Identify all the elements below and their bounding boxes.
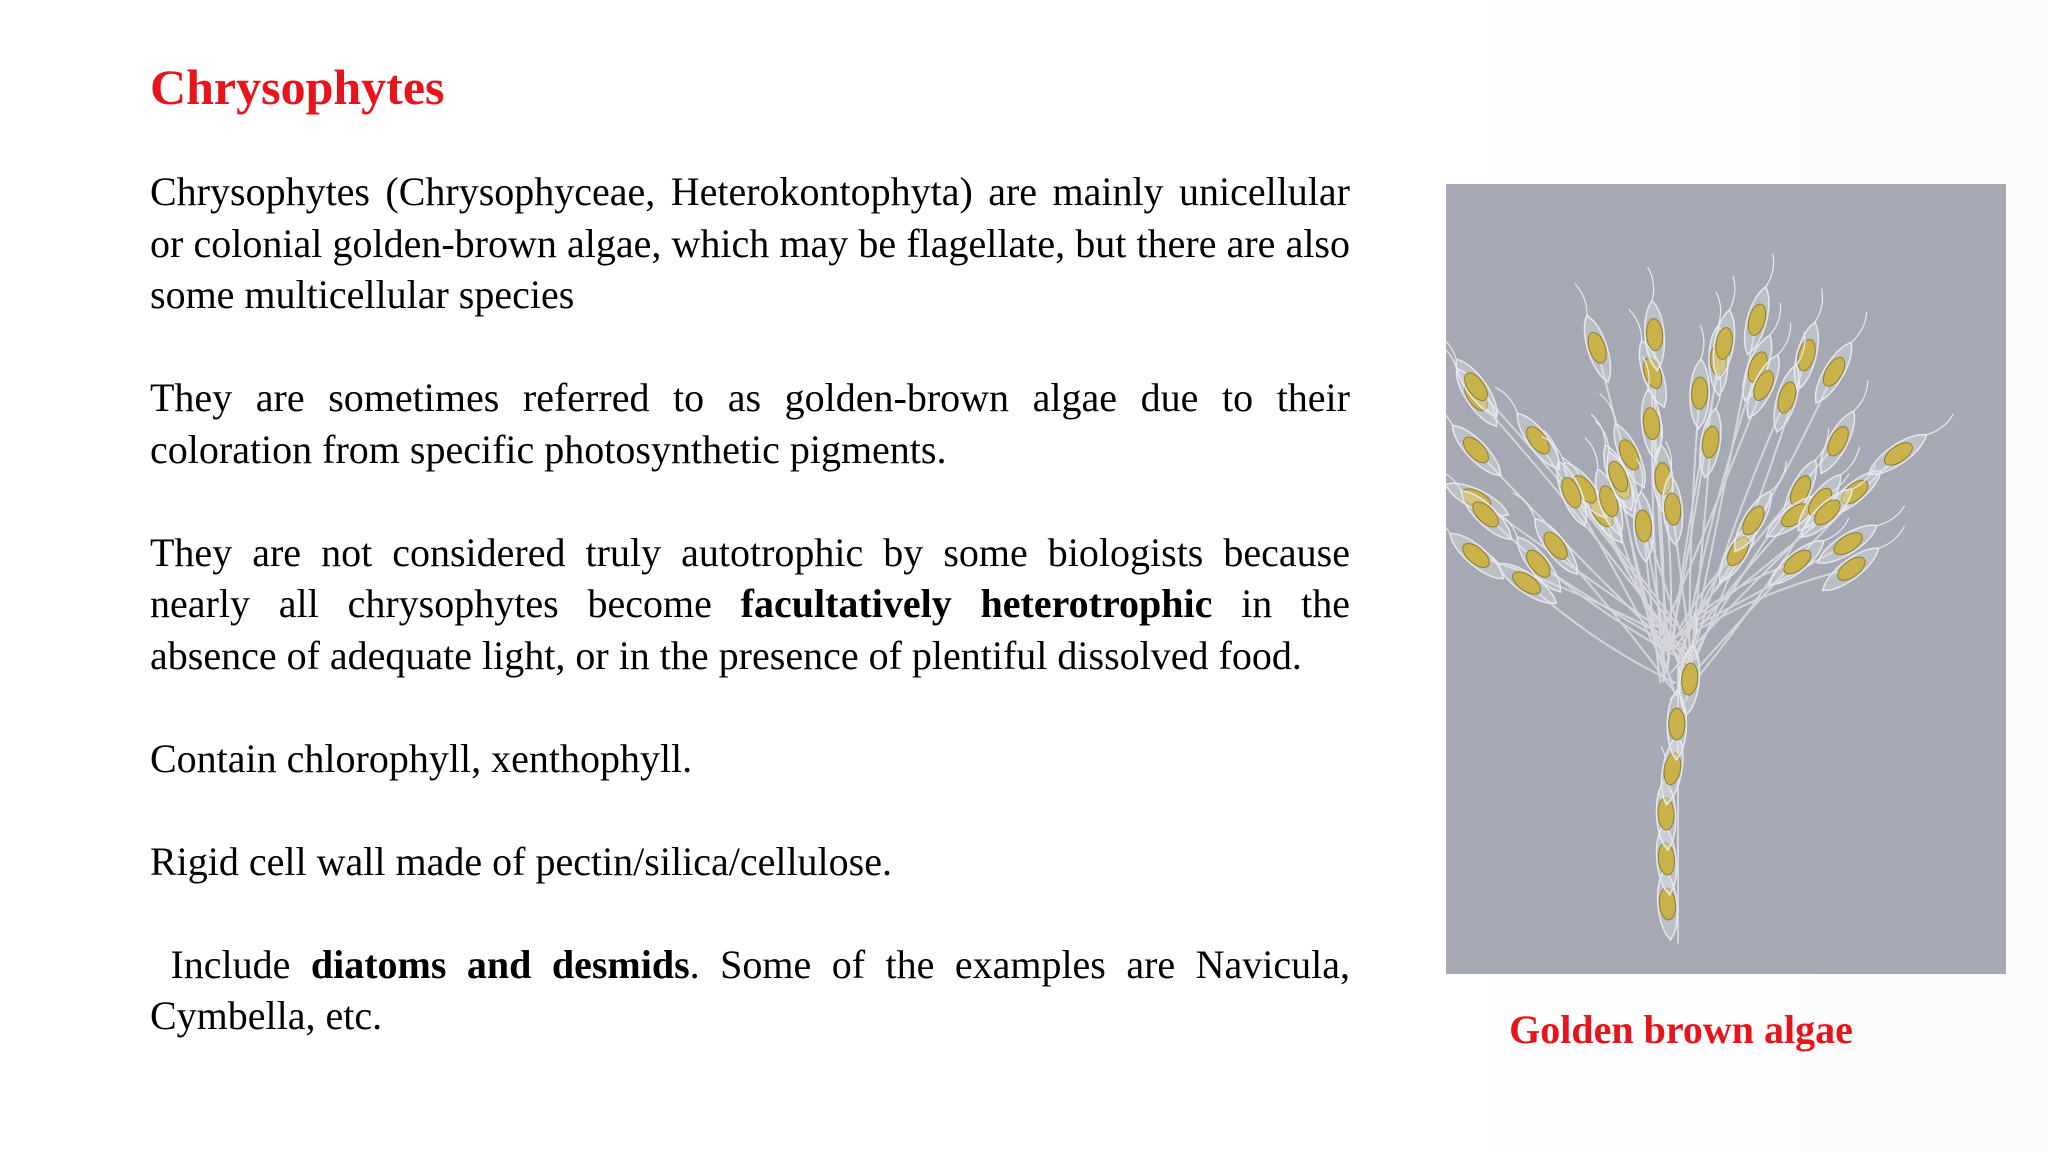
paragraph-3-text-b: in the absence of adequate light, or in the presence of plentiful dissolved food. (150, 581, 1351, 678)
paragraph-2 (150, 372, 1350, 475)
paragraph-6-text-b: . Some of the examples are Navicula, Cymbella, etc. (150, 941, 1360, 1038)
paragraph-3-text-a: They are not considered truly autotrophic by some biologists because nearly all chrysophytes become (150, 529, 1350, 626)
paragraph-1 (150, 166, 1350, 321)
algae-micrograph (1446, 184, 2006, 974)
paragraph-6-text-a: Include (150, 941, 311, 987)
paragraph-1-text: Chrysophytes (Chrysophyceae, Heterokontophyta) are mainly unicellular or colonial golden-brown algae, which may be flagellate, but there are also some multicellular species (150, 169, 1350, 317)
slide-title: Chrysophytes (150, 59, 445, 115)
paragraph-3 (150, 527, 1350, 682)
paragraph-5-text: Rigid cell wall made of pectin/silica/cellulose. (150, 838, 892, 884)
paragraph-4 (150, 733, 1350, 785)
body-text (150, 166, 1360, 1042)
paragraph-4-text: Contain chlorophyll, xenthophyll. (150, 735, 693, 781)
paragraph-3-bold-term: facultatively heterotrophic (740, 581, 1213, 626)
algae-colony-illustration (1446, 184, 2006, 974)
paragraph-6-bold-term: diatoms and desmids (310, 941, 690, 987)
paragraph-2-text: They are sometimes referred to as golden-brown algae due to their coloration from specific photosynthetic pigments. (150, 375, 1350, 472)
paragraph-5 (150, 836, 1350, 888)
image-caption: Golden brown algae (1509, 1007, 1853, 1052)
paragraph-6 (150, 939, 1360, 1042)
